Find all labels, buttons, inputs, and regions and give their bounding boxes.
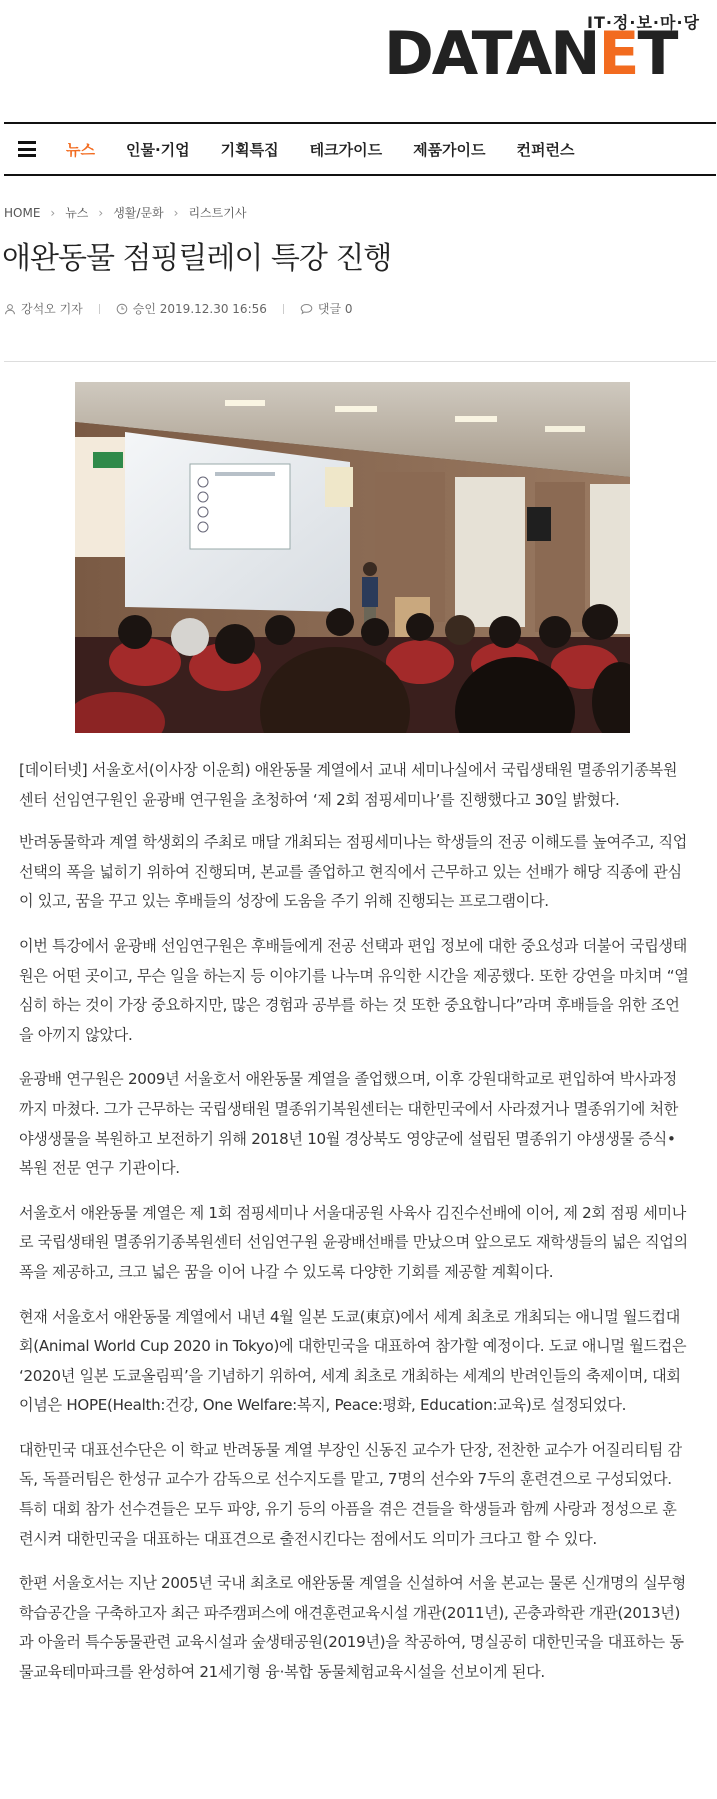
nav-item-conference[interactable]: 컨퍼런스: [516, 140, 575, 159]
breadcrumb-home[interactable]: HOME: [4, 205, 41, 220]
author-name[interactable]: 강석오 기자: [21, 302, 83, 316]
meta-divider: [99, 304, 100, 314]
article-paragraph: 반려동물학과 계열 학생회의 주최로 매달 개최되는 점핑세미나는 학생들의 전공 이해도를 높여주고, 직업 선택의 폭을 넓히기 위하여 진행되며, 본교를 졸업하고 현직에서 근무하고 있는 선배가 해당 직종에 관심이 있고, 꿈을 꾸고 있는 후배들의 성장에 도움을 주기 위해 진행되는 프로그램이다.: [19, 833, 688, 911]
breadcrumb-list-article[interactable]: 리스트기사: [188, 206, 247, 220]
breadcrumb: [4, 204, 246, 221]
header-divider: [4, 361, 716, 362]
article-paragraph: 대한민국 대표선수단은 이 학교 반려동물 계열 부장인 신동진 교수가 단장, 전찬한 교수가 어질리티팀 감독, 독플러팀은 한성규 교수가 감독으로 선수지도를 맡고, 7명의 선수와 7두의 훈련견으로 구성되었다. 특히 대회 참가 선수견들은 모두 파양, 유기 등의 아픔을 겪은 견들을 학생들과 함께 사랑과 정성으로 훈련시켜 대한민국을 대표하는 대표견으로 출전시킨다는 점에서도 의미가 크다고 할 수 있다.: [19, 1440, 682, 1548]
logo-wordmark-right: T: [637, 19, 677, 89]
nav-item-features[interactable]: 기획특집: [220, 140, 279, 159]
logo-wordmark-accent: E: [598, 19, 638, 89]
comment-icon: [300, 303, 313, 315]
nav-item-tech-guide[interactable]: 테크가이드: [309, 140, 383, 159]
nav-item-news[interactable]: 뉴스: [66, 140, 95, 159]
nav-items: [66, 124, 606, 174]
meta-divider: [283, 304, 284, 314]
nav-item-people[interactable]: 인물·기업: [125, 140, 190, 159]
breadcrumb-news[interactable]: 뉴스: [65, 206, 89, 220]
seminar-photo-illustration: [75, 382, 630, 733]
article-paragraph: 윤광배 연구원은 2009년 서울호서 애완동물 계열을 졸업했으며, 이후 강원대학교로 편입하여 박사과정까지 마쳤다. 그가 근무하는 국립생태원 멸종위기복원센터는 대한민국에서 사라졌거나 멸종위기에 처한 야생생물을 복원하고 보전하기 위해 2018년 10월 경상북도 영양군에 설립된 멸종위기 야생생물 증식•복원 전문 연구 기관이다.: [19, 1070, 679, 1178]
chevron-right-icon: ›: [173, 205, 179, 220]
logo-tagline: IT·정·보·마·당: [586, 13, 700, 32]
approval-date: 승인 2019.12.30 16:56: [132, 302, 267, 316]
article-body: [19, 756, 689, 1703]
approval-info: [116, 300, 267, 317]
article-paragraph: 이번 특강에서 윤광배 선임연구원은 후배들에게 전공 선택과 편입 정보에 대한 중요성과 더불어 국립생태원은 어떤 곳이고, 무슨 일을 하는지 등 이야기를 나누며 유익한 시간을 제공했다. 또한 강연을 마치며 “열심히 하는 것이 가장 중요하지만, 많은 경험과 공부를 하는 것 또한 중요합니다”라며 후배들을 위한 조언을 아끼지 않았다.: [19, 936, 689, 1044]
author-info: [4, 300, 83, 317]
site-logo[interactable]: [384, 10, 702, 90]
breadcrumb-life-culture[interactable]: 생활/문화: [113, 206, 164, 220]
logo-wordmark-left: DATAN: [384, 19, 599, 89]
article-photo[interactable]: [75, 382, 630, 733]
user-icon: [4, 303, 16, 315]
chevron-right-icon: ›: [98, 205, 104, 220]
main-nav: [4, 122, 716, 176]
article-paragraph: 서울호서 애완동물 계열은 제 1회 점핑세미나 서울대공원 사육사 김진수선배에 이어, 제 2회 점핑 세미나로 국립생태원 멸종위기종복원센터 선임연구원 윤광배선배를 만났으며 앞으로도 재학생들의 넓은 직업의 폭을 제공하고, 크고 넓은 꿈을 이어 나갈 수 있도록 다양한 기회를 제공할 계획이다.: [19, 1203, 688, 1281]
article-meta: [4, 300, 353, 317]
article-title: 애완동물 점핑릴레이 특강 진행: [2, 241, 392, 276]
nav-item-product-guide[interactable]: 제품가이드: [413, 140, 486, 159]
article-paragraph: 현재 서울호서 애완동물 계열에서 내년 4월 일본 도쿄(東京)에서 세계 최초로 개최되는 애니멀 월드컵대회(Animal World Cup 2020 in Tokyo)에 대한민국을 대표하여 참가할 예정이다. 도쿄 애니멀 월드컵은 ‘2020년 일본 도쿄올림픽’을 기념하기 위하여, 세계 최초로 개최하는 세계의 반려인들의 축제이며, 대회 이념은 HOPE(Health:건강, One Welfare:복지, Peace:평화, Education:교육)로 설정되었다.: [19, 1307, 687, 1415]
hamburger-menu-icon[interactable]: [18, 141, 36, 157]
comment-count[interactable]: 댓글 0: [317, 302, 353, 316]
article-paragraph: 한편 서울호서는 지난 2005년 국내 최초로 애완동물 계열을 신설하여 서울 본교는 물론 신개명의 실무형 학습공간을 구축하고자 최근 파주캠퍼스에 애견훈련교육시설 개관(2011년), 곤충과학관 개관(2013년)과 아울러 특수동물관련 교육시설과 숲생태공원(2019년)을 착공하여, 명실공히 대한민국을 대표하는 동물교육테마파크를 완성하여 21세기형 융·복합 동물체험교육시설을 선보이게 된다.: [19, 1574, 686, 1682]
clock-icon: [116, 303, 128, 315]
comment-info[interactable]: [300, 300, 353, 317]
chevron-right-icon: ›: [50, 205, 56, 220]
article-paragraph: [데이터넷] 서울호서(이사장 이운희) 애완동물 계열에서 교내 세미나실에서 국립생태원 멸종위기종복원센터 선임연구원인 윤광배 연구원을 초청하여 ‘제 2회 점핑세미나’를 진행했다고 30일 밝혔다.: [19, 761, 678, 809]
